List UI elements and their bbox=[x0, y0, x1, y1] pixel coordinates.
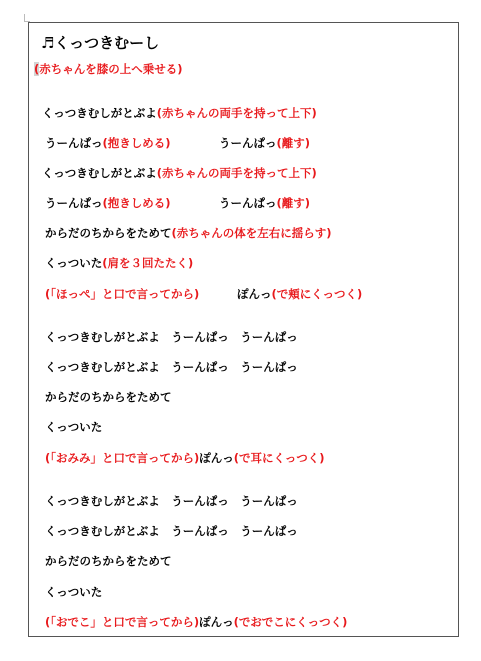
verse3-line5 bbox=[45, 615, 347, 629]
intro-instruction bbox=[34, 62, 183, 76]
page-corner-mark bbox=[24, 14, 30, 22]
verse1-line1 bbox=[42, 106, 317, 120]
lyric: くっつきむしがとぶよ bbox=[42, 106, 157, 120]
lyric: うーんぱっ bbox=[45, 196, 103, 210]
lyric: うーんぱっ bbox=[219, 136, 277, 150]
verse2-line3: からだのちからをためて bbox=[45, 390, 172, 404]
lyric: ぽんっ bbox=[199, 615, 234, 629]
instruction: (で頬にくっつく) bbox=[271, 287, 363, 301]
intro-text: 赤ちゃんを膝の上へ乗せる) bbox=[39, 62, 183, 76]
verse3-line2: くっつきむしがとぶよ うーんぱっ うーんぱっ bbox=[45, 524, 298, 538]
instruction: (「おでこ」と口で言ってから) bbox=[45, 615, 200, 629]
verse1-line3 bbox=[42, 166, 317, 180]
lyric: ぽんっ bbox=[237, 287, 272, 301]
verse2-line4: くっついた bbox=[45, 420, 103, 434]
verse3-line4: くっついた bbox=[45, 585, 103, 599]
instruction: (離す) bbox=[276, 196, 311, 210]
lyric: くっついた bbox=[45, 256, 103, 270]
instruction: (抱きしめる) bbox=[102, 136, 171, 150]
verse1-line7b bbox=[237, 287, 362, 301]
song-title: ♬くっつきむーし bbox=[41, 34, 160, 52]
instruction: (「ほっぺ」と口で言ってから) bbox=[45, 287, 200, 301]
verse1-line2 bbox=[45, 136, 171, 150]
verse2-line5 bbox=[45, 451, 325, 465]
instruction: (肩を３回たたく) bbox=[102, 256, 194, 270]
instruction: (「おみみ」と口で言ってから) bbox=[45, 451, 200, 465]
verse3-line3: からだのちからをためて bbox=[45, 554, 172, 568]
lyric: からだのちからをためて bbox=[45, 226, 172, 240]
lyric: くっつきむしがとぶよ bbox=[42, 166, 157, 180]
lyric: うーんぱっ bbox=[45, 136, 103, 150]
instruction: (赤ちゃんの両手を持って上下) bbox=[156, 106, 317, 120]
lyric: うーんぱっ bbox=[219, 196, 277, 210]
verse1-line7 bbox=[45, 287, 199, 301]
instruction: (でおでこにくっつく) bbox=[233, 615, 348, 629]
verse1-line4b bbox=[219, 196, 310, 210]
instruction: (で耳にくっつく) bbox=[233, 451, 325, 465]
instruction: (赤ちゃんの体を左右に揺らす) bbox=[171, 226, 332, 240]
verse2-line2: くっつきむしがとぶよ うーんぱっ うーんぱっ bbox=[45, 360, 298, 374]
instruction: (離す) bbox=[276, 136, 311, 150]
verse1-line5 bbox=[45, 226, 332, 240]
instruction: (赤ちゃんの両手を持って上下) bbox=[156, 166, 317, 180]
verse2-line1: くっつきむしがとぶよ うーんぱっ うーんぱっ bbox=[45, 330, 298, 344]
verse1-line4 bbox=[45, 196, 171, 210]
lyric: ぽんっ bbox=[199, 451, 234, 465]
instruction: (抱きしめる) bbox=[102, 196, 171, 210]
verse1-line2b bbox=[219, 136, 310, 150]
intro-open-paren: ( bbox=[34, 62, 40, 76]
verse3-line1: くっつきむしがとぶよ うーんぱっ うーんぱっ bbox=[45, 494, 298, 508]
verse1-line6 bbox=[45, 256, 193, 270]
document-page bbox=[28, 22, 459, 637]
